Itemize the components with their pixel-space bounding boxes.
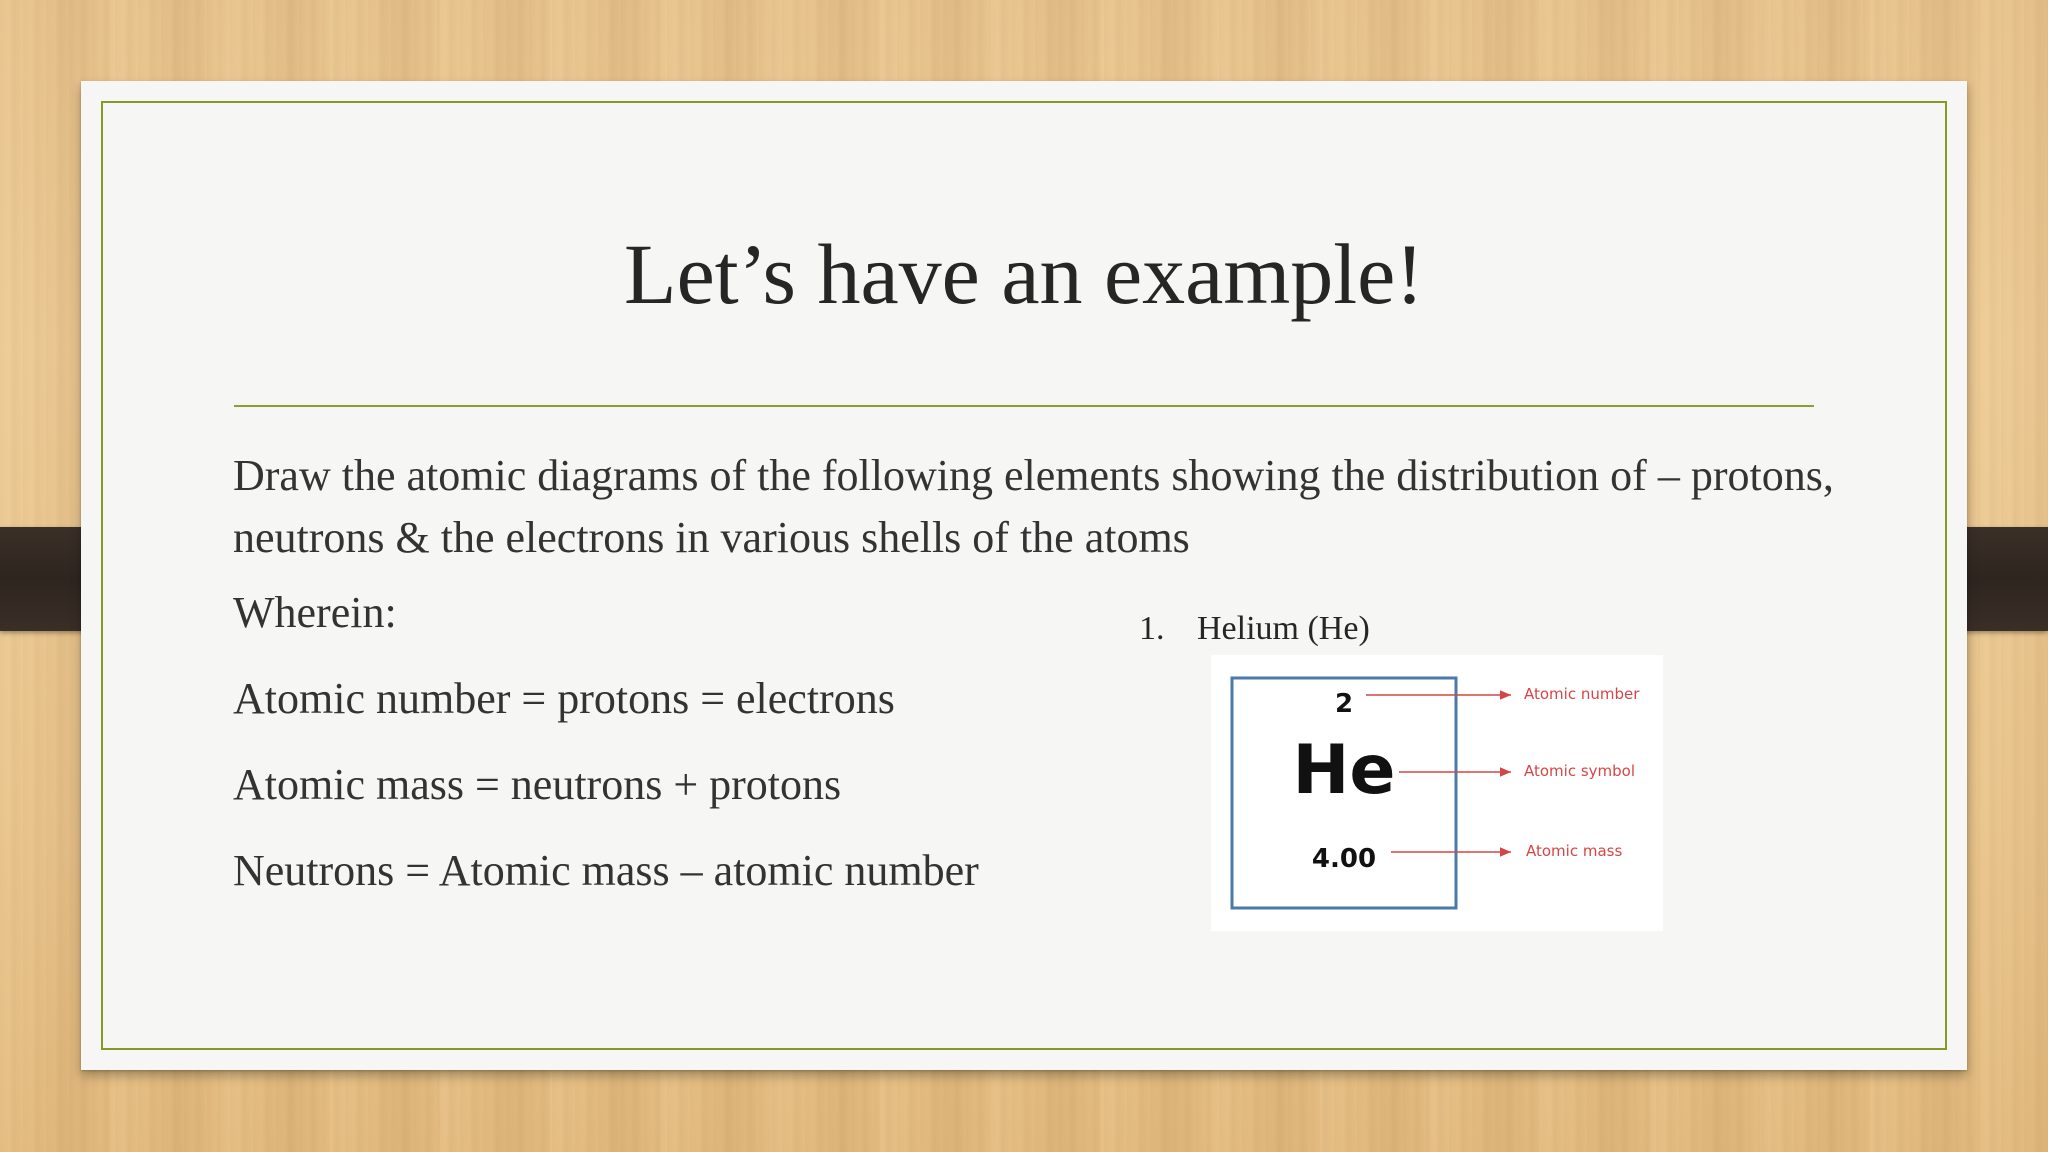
wherein-label: Wherein:	[233, 588, 397, 637]
formula-atomic-mass: Atomic mass = neutrons + protons	[233, 760, 842, 809]
atomic-mass-value: 4.00	[1311, 844, 1377, 874]
formula-neutrons: Neutrons = Atomic mass – atomic number	[233, 846, 979, 895]
helium-element-diagram	[1211, 655, 1663, 931]
list-number: 1.	[1139, 610, 1165, 647]
atomic-symbol-value: He	[1292, 731, 1396, 810]
atomic-symbol-label: Atomic symbol	[1524, 762, 1636, 780]
formula-atomic-number: Atomic number = protons = electrons	[233, 674, 895, 723]
list-item-helium	[1139, 612, 1370, 646]
slide-card	[81, 81, 1967, 1070]
atomic-number-value: 2	[1334, 689, 1354, 719]
title-divider	[234, 405, 1814, 407]
atomic-mass-label: Atomic mass	[1526, 842, 1623, 860]
atomic-number-label: Atomic number	[1524, 685, 1640, 703]
list-label: Helium (He)	[1197, 610, 1370, 647]
intro-text: Draw the atomic diagrams of the following elements showing the distribution of – protons, neutrons & the electrons in various shells of the atoms	[233, 451, 1834, 562]
slide-title: Let’s have an example!	[624, 226, 1424, 322]
